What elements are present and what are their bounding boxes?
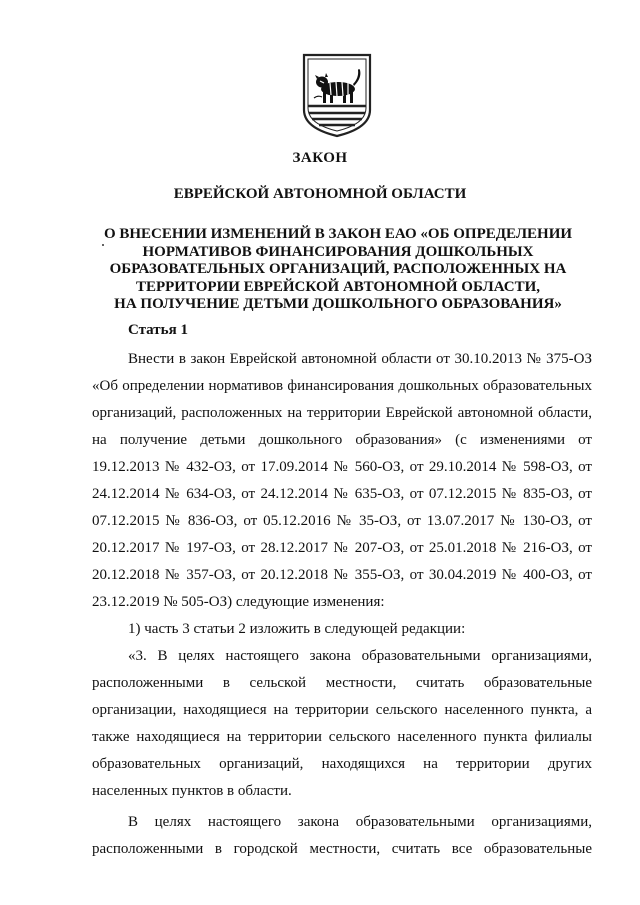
law-heading: ЗАКОН bbox=[292, 150, 348, 166]
title-line: НОРМАТИВОВ ФИНАНСИРОВАНИЯ ДОШКОЛЬНЫХ bbox=[142, 243, 534, 260]
article-paragraph-continuation: В целях настоящего закона образовательными организациями, расположенными в городской местности, считать все образовательные bbox=[92, 814, 592, 857]
title-line: ОБРАЗОВАТЕЛЬНЫХ ОРГАНИЗАЦИЙ, РАСПОЛОЖЕННЫХ НА bbox=[109, 261, 567, 277]
article-body bbox=[92, 346, 592, 863]
article-paragraph-quote: «3. В целях настоящего закона образовательными организациями, расположенными в сельской местности, считать образовательные организации, находящиеся на территории сельского населенного пункта, а также находящиеся на территории сельского населенного пункта филиалы образовательных организаций, находящихся на территории других населенных пунктов в области. bbox=[92, 648, 592, 799]
title-line: О ВНЕСЕНИИ ИЗМЕНЕНИЙ В ЗАКОН ЕАО «ОБ ОПРЕДЕЛЕНИИ bbox=[103, 226, 573, 242]
region-heading: ЕВРЕЙСКОЙ АВТОНОМНОЙ ОБЛАСТИ bbox=[173, 186, 467, 202]
article-paragraph-item1: 1) часть 3 статьи 2 изложить в следующей редакции: bbox=[128, 621, 466, 637]
law-title bbox=[58, 226, 618, 314]
title-line: ТЕРРИТОРИИ ЕВРЕЙСКОЙ АВТОНОМНОЙ ОБЛАСТИ, bbox=[135, 278, 541, 295]
coat-of-arms-tiger-icon bbox=[300, 52, 374, 138]
article-heading: Статья 1 bbox=[128, 322, 188, 338]
article-paragraph-intro: Внести в закон Еврейской автономной области от 30.10.2013 № 375-ОЗ «Об определении нормативов финансирования дошкольных образовательных организаций, расположенных на территории Еврейской автономной области, на получение детьми дошкольного образования» (с изменениями от 19.12.2013 № 432-ОЗ, от 17.09.2014 № 560-ОЗ, от 29.10.2014 № 598-ОЗ, от 24.12.2014 № 634-ОЗ, от 24.12.2014 № 635-ОЗ, от 07.12.2015 № 835-ОЗ, от 07.12.2015 № 836-ОЗ, от 05.12.2016 № 35-ОЗ, от 13.07.2017 № 130-ОЗ, от 20.12.2017 № 197-ОЗ, от 28.12.2017 № 207-ОЗ, от 25.01.2018 № 216-ОЗ, от 20.12.2018 № 357-ОЗ, от 20.12.2018 № 355-ОЗ, от 30.04.2019 № 400-ОЗ, от 23.12.2019 № 505-ОЗ) следующие изменения: bbox=[92, 351, 592, 610]
title-line: НА ПОЛУЧЕНИЕ ДЕТЬМИ ДОШКОЛЬНОГО ОБРАЗОВАНИЯ» bbox=[114, 296, 562, 312]
